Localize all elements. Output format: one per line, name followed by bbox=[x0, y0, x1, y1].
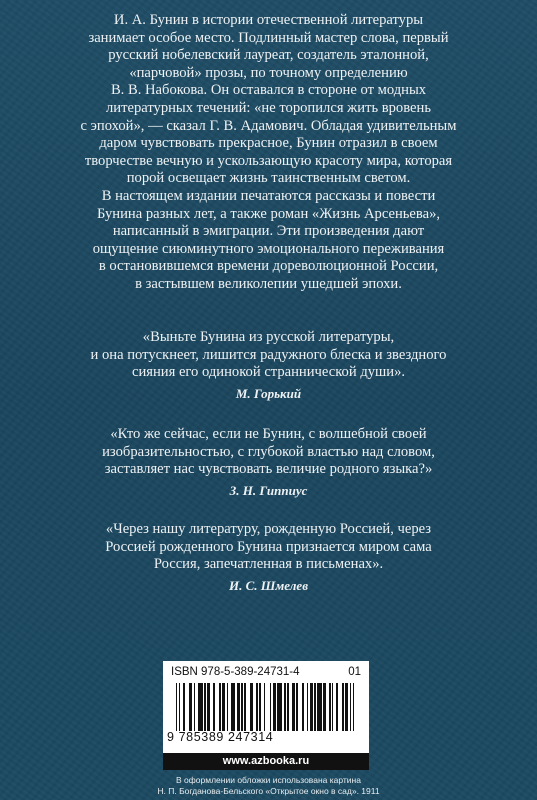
credit-line: В оформлении обложки использована картина bbox=[176, 775, 361, 785]
quote-gorky bbox=[40, 329, 497, 404]
isbn-addon: 01 bbox=[348, 666, 361, 678]
quote-line: изобразительностью, с глубокой властью над словом, bbox=[102, 443, 435, 460]
quote-line: «Выньте Бунина из русской литературы, bbox=[142, 329, 395, 345]
quote-line: «Через нашу литературу, рожденную Россией, через bbox=[105, 521, 432, 537]
intro-line: даром чувствовать прекрасное, Бунин отразил в своем bbox=[99, 135, 438, 152]
quote-shmelev bbox=[40, 521, 497, 596]
barcode-bars bbox=[176, 683, 358, 731]
quote-author: М. Горький bbox=[235, 385, 302, 401]
isbn-label bbox=[171, 666, 361, 678]
intro-line: в остановившемся времени дореволюционной России, bbox=[98, 258, 439, 275]
intro-line: порой освещает жизнь таинственным светом. bbox=[126, 170, 411, 187]
credit-line: Н. П. Богданова-Бельского «Открытое окно в сад». 1911 bbox=[157, 785, 380, 796]
intro-line: Бунина разных лет, а также роман «Жизнь Арсеньева», bbox=[96, 205, 441, 222]
cover-credits bbox=[40, 775, 497, 796]
intro-line: литературных течений: «не торопился жить вровень bbox=[106, 99, 431, 116]
quote-line: и она потускнеет, лишится радужного блеска и звездного bbox=[90, 346, 447, 363]
quote-line: «Кто же сейчас, если не Бунин, с волшебной своей bbox=[110, 426, 427, 442]
intro-line: творчестве вечную и ускользающую красоту мира, которая bbox=[84, 152, 453, 169]
barcode-stripe bbox=[354, 683, 357, 731]
quote-gippius bbox=[40, 426, 497, 501]
quote-author: И. С. Шмелев bbox=[228, 577, 309, 593]
intro-line: В настоящем издании печатаются рассказы и повести bbox=[101, 187, 436, 204]
barcode-panel bbox=[163, 661, 369, 770]
quote-line: сияния его одинокой страннической души». bbox=[131, 364, 406, 381]
intro-line: «парчовой» прозы, по точному определению bbox=[129, 64, 408, 81]
intro-line: В. В. Набокова. Он оставался в стороне от модных bbox=[110, 82, 427, 99]
annotation-text bbox=[40, 12, 497, 294]
intro-line: ощущение сиюминутного эмоционального переживания bbox=[92, 240, 445, 257]
intro-line: русский нобелевский лауреат, создатель эталонной, bbox=[108, 47, 429, 64]
intro-line: занимает особое место. Подлинный мастер слова, первый bbox=[88, 29, 449, 46]
intro-line: написанный в эмиграции. Эти произведения дают bbox=[112, 223, 425, 240]
quote-line: Россия, запечатленная в письменах». bbox=[153, 556, 384, 573]
quote-author: З. Н. Гиппиус bbox=[229, 482, 308, 498]
intro-line: И. А. Бунин в истории отечественной литературы bbox=[113, 12, 424, 28]
isbn-number: ISBN 978-5-389-24731-4 bbox=[171, 666, 300, 678]
quote-line: Россией рожденного Бунина признается миром сама bbox=[105, 538, 432, 555]
quote-line: заставляет нас чувствовать величие родного языка?» bbox=[104, 461, 433, 478]
barcode-digits: 9 785389 247314 bbox=[167, 730, 274, 744]
publisher-url[interactable]: www.azbooka.ru bbox=[163, 753, 369, 770]
intro-line: с эпохой», — сказал Г. В. Адамович. Обладая удивительным bbox=[80, 117, 457, 134]
intro-line: в застывшем великолепии ушедшей эпохи. bbox=[135, 275, 402, 292]
